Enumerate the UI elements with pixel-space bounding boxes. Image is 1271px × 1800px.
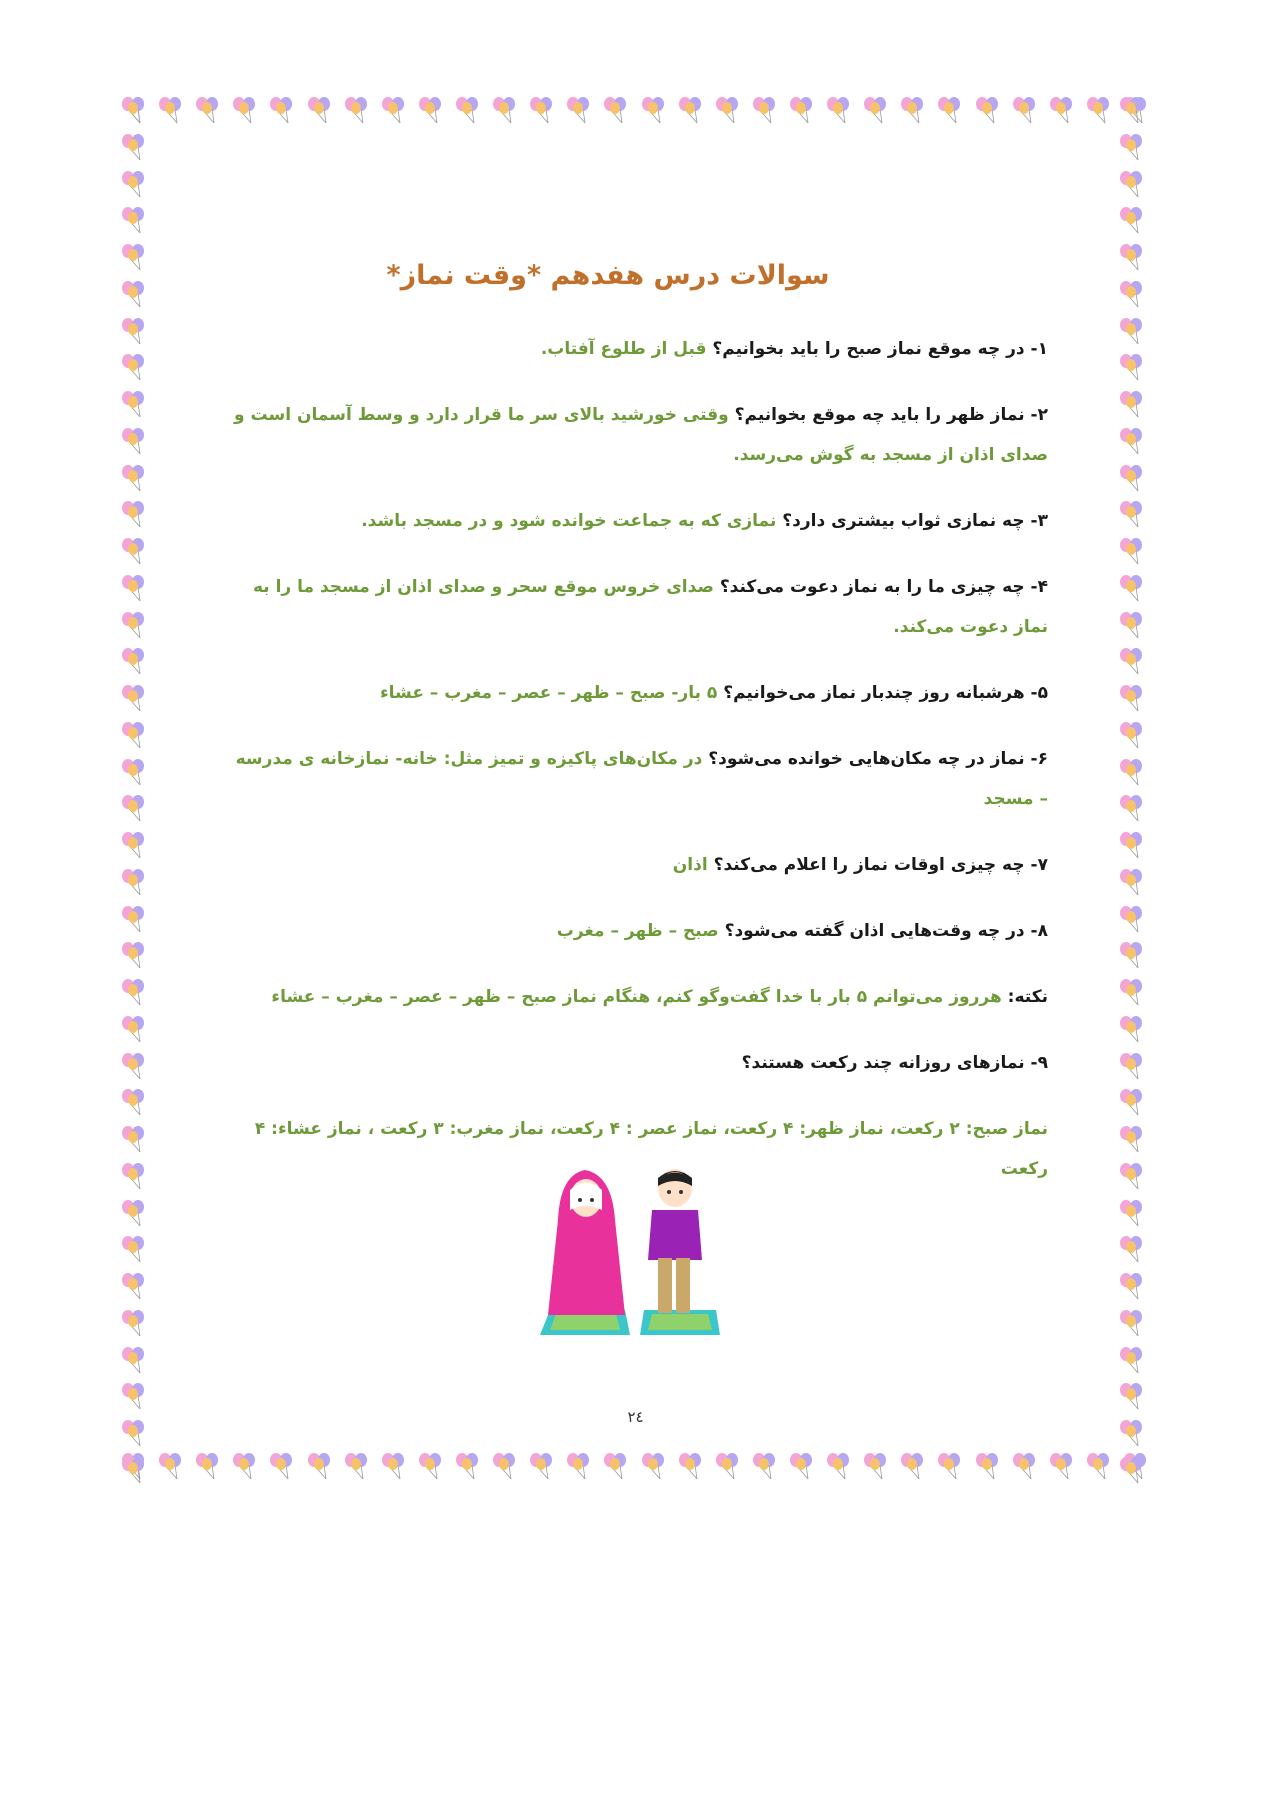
answer: ۵ بار- صبح – ظهر – عصر – مغرب – عشاء: [379, 683, 718, 703]
answer: در مکان‌های پاکیزه و تمیز مثل: خانه- نمازخانه ی مدرسه – مسجد: [235, 749, 1048, 809]
answer: صدای خروس موقع سحر و صدای اذان از مسجد ما را به نماز دعوت می‌کند.: [252, 577, 1048, 637]
balloon-icon: [192, 95, 222, 125]
balloon-icon: [118, 573, 148, 603]
balloon-icon: [266, 95, 296, 125]
balloon-icon: [452, 1451, 482, 1481]
answer: قبل از طلوع آفتاب.: [540, 339, 707, 359]
question: ۸- در چه وقت‌هایی اذان گفته می‌شود؟: [724, 921, 1048, 941]
balloon-icon: [1116, 573, 1146, 603]
balloon-icon: [304, 95, 334, 125]
balloon-icon: [1116, 132, 1146, 162]
border-left: [118, 95, 152, 1485]
balloon-icon: [934, 1451, 964, 1481]
balloon-icon: [675, 1451, 705, 1481]
balloon-icon: [118, 646, 148, 676]
balloon-icon: [1116, 830, 1146, 860]
balloon-icon: [860, 1451, 890, 1481]
balloon-icon: [1116, 316, 1146, 346]
balloon-icon: [118, 1234, 148, 1264]
balloon-icon: [266, 1451, 296, 1481]
balloon-icon: [229, 1451, 259, 1481]
qa-item-6: [228, 739, 1048, 819]
balloon-icon: [1116, 867, 1146, 897]
balloon-icon: [415, 1451, 445, 1481]
balloon-icon: [118, 610, 148, 640]
question: ۷- چه چیزی اوقات نماز را اعلام می‌کند؟: [713, 855, 1048, 875]
note-label: نکته:: [1007, 987, 1048, 1007]
balloon-icon: [1083, 1451, 1113, 1481]
question: ۵- هرشبانه روز چندبار نماز می‌خوانیم؟: [723, 683, 1048, 703]
balloon-icon: [118, 757, 148, 787]
question: ۶- نماز در چه مکان‌هایی خوانده می‌شود؟: [708, 749, 1048, 769]
balloon-icon: [1116, 1271, 1146, 1301]
balloon-icon: [1116, 499, 1146, 529]
balloon-icon: [1116, 169, 1146, 199]
balloon-icon: [1046, 95, 1076, 125]
question: ۹- نمازهای روزانه چند رکعت هستند؟: [741, 1053, 1048, 1073]
balloon-icon: [749, 1451, 779, 1481]
balloon-icon: [972, 95, 1002, 125]
balloon-icon: [972, 1451, 1002, 1481]
balloon-icon: [229, 95, 259, 125]
balloon-icon: [786, 95, 816, 125]
balloon-icon: [860, 95, 890, 125]
answer: نمازی که به جماعت خوانده شود و در مسجد باشد.: [361, 511, 777, 531]
balloon-icon: [563, 1451, 593, 1481]
balloon-icon: [118, 95, 148, 125]
qa-item-1: [228, 329, 1048, 369]
balloon-icon: [1116, 1455, 1146, 1485]
balloon-icon: [118, 830, 148, 860]
balloon-icon: [1116, 1051, 1146, 1081]
balloon-icon: [1116, 904, 1146, 934]
balloon-icon: [118, 242, 148, 272]
balloon-icon: [1116, 793, 1146, 823]
balloon-icon: [118, 683, 148, 713]
qa-item-2: [228, 395, 1048, 475]
qa-item-4: [228, 567, 1048, 647]
balloon-icon: [155, 1451, 185, 1481]
balloon-icon: [1116, 1381, 1146, 1411]
balloon-icon: [118, 1198, 148, 1228]
page-title: سوالات درس هفدهم *وقت نماز*: [386, 260, 830, 291]
balloon-icon: [1116, 683, 1146, 713]
balloon-icon: [118, 499, 148, 529]
balloon-icon: [526, 95, 556, 125]
border-top: [118, 95, 1150, 129]
balloon-icon: [118, 1051, 148, 1081]
balloon-icon: [1116, 463, 1146, 493]
balloon-icon: [1116, 279, 1146, 309]
balloon-icon: [1116, 426, 1146, 456]
balloon-icon: [526, 1451, 556, 1481]
question: ۲- نماز ظهر را باید چه موقع بخوانیم؟: [734, 405, 1048, 425]
balloon-icon: [378, 1451, 408, 1481]
note: [228, 977, 1048, 1017]
balloon-icon: [118, 867, 148, 897]
balloon-icon: [1116, 1308, 1146, 1338]
balloon-icon: [638, 1451, 668, 1481]
note-text: هرروز می‌توانم ۵ بار با خدا گفت‌وگو کنم، هنگام نماز صبح – ظهر – عصر – مغرب – عشاء: [271, 987, 1002, 1007]
balloon-icon: [118, 1161, 148, 1191]
page-number: ٢٤: [627, 1408, 644, 1426]
balloon-icon: [1116, 1161, 1146, 1191]
balloon-icon: [118, 1345, 148, 1375]
balloon-icon: [1116, 1345, 1146, 1375]
balloon-icon: [897, 1451, 927, 1481]
praying-children-icon: [520, 1150, 760, 1350]
balloon-icon: [118, 536, 148, 566]
balloon-icon: [118, 352, 148, 382]
balloon-icon: [118, 169, 148, 199]
question: ۳- چه نمازی ثواب بیشتری دارد؟: [782, 511, 1048, 531]
balloon-icon: [1116, 977, 1146, 1007]
balloon-icon: [1116, 1014, 1146, 1044]
balloon-icon: [1116, 757, 1146, 787]
balloon-icon: [1116, 242, 1146, 272]
balloon-icon: [118, 132, 148, 162]
balloon-icon: [118, 389, 148, 419]
balloon-icon: [118, 940, 148, 970]
balloon-icon: [1116, 646, 1146, 676]
balloon-icon: [341, 1451, 371, 1481]
balloon-icon: [1116, 940, 1146, 970]
answer: وقتی خورشید بالای سر ما قرار دارد و وسط آسمان است و صدای اذان از مسجد به گوش می‌رسد.: [234, 405, 1048, 465]
balloon-icon: [489, 1451, 519, 1481]
balloon-icon: [1116, 1198, 1146, 1228]
balloon-icon: [1116, 389, 1146, 419]
qa-item-9: [228, 1043, 1048, 1083]
question: ۴- چه چیزی ما را به نماز دعوت می‌کند؟: [719, 577, 1048, 597]
border-bottom: [118, 1451, 1150, 1485]
balloon-icon: [600, 95, 630, 125]
balloon-icon: [118, 463, 148, 493]
balloon-icon: [1116, 610, 1146, 640]
balloon-icon: [1116, 1087, 1146, 1117]
answer: صبح – ظهر – مغرب: [556, 921, 719, 941]
balloon-icon: [341, 95, 371, 125]
balloon-icon: [118, 977, 148, 1007]
balloon-icon: [600, 1451, 630, 1481]
balloon-icon: [378, 95, 408, 125]
answer: اذان: [672, 855, 708, 875]
balloon-icon: [675, 95, 705, 125]
balloon-icon: [1116, 205, 1146, 235]
qa-item-7: [228, 845, 1048, 885]
balloon-icon: [118, 1308, 148, 1338]
balloon-icon: [118, 904, 148, 934]
balloon-icon: [1116, 536, 1146, 566]
balloon-icon: [118, 1014, 148, 1044]
qa-item-5: [228, 673, 1048, 713]
border-right: [1116, 95, 1150, 1485]
balloon-icon: [749, 95, 779, 125]
balloon-icon: [192, 1451, 222, 1481]
balloon-icon: [1116, 1124, 1146, 1154]
balloon-icon: [1083, 95, 1113, 125]
balloon-icon: [786, 1451, 816, 1481]
worksheet-content: [228, 260, 1048, 1215]
balloon-icon: [1046, 1451, 1076, 1481]
balloon-icon: [452, 95, 482, 125]
balloon-icon: [118, 793, 148, 823]
balloon-icon: [1116, 352, 1146, 382]
balloon-icon: [823, 95, 853, 125]
balloon-icon: [638, 95, 668, 125]
balloon-icon: [712, 1451, 742, 1481]
balloon-icon: [823, 1451, 853, 1481]
question: ۱- در چه موقع نماز صبح را باید بخوانیم؟: [712, 339, 1048, 359]
balloon-icon: [118, 205, 148, 235]
balloon-icon: [415, 95, 445, 125]
balloon-icon: [118, 1087, 148, 1117]
balloon-icon: [118, 1381, 148, 1411]
balloon-icon: [118, 1271, 148, 1301]
balloon-icon: [118, 1124, 148, 1154]
balloon-icon: [118, 316, 148, 346]
balloon-icon: [118, 426, 148, 456]
balloon-icon: [1116, 95, 1146, 125]
balloon-icon: [118, 279, 148, 309]
balloon-icon: [118, 1455, 148, 1485]
balloon-icon: [563, 95, 593, 125]
balloon-icon: [712, 95, 742, 125]
balloon-icon: [304, 1451, 334, 1481]
balloon-icon: [155, 95, 185, 125]
qa-item-3: [228, 501, 1048, 541]
balloon-icon: [1009, 95, 1039, 125]
balloon-icon: [1116, 1234, 1146, 1264]
answer: نماز صبح: ۲ رکعت، نماز ظهر: ۴ رکعت، نماز عصر : ۴ رکعت، نماز مغرب: ۳ رکعت ، نماز عشاء: ۴ رکعت: [254, 1119, 1048, 1179]
balloon-icon: [934, 95, 964, 125]
balloon-icon: [1116, 720, 1146, 750]
qa-item-8: [228, 911, 1048, 951]
balloon-icon: [118, 720, 148, 750]
balloon-icon: [489, 95, 519, 125]
balloon-icon: [897, 95, 927, 125]
balloon-icon: [1009, 1451, 1039, 1481]
